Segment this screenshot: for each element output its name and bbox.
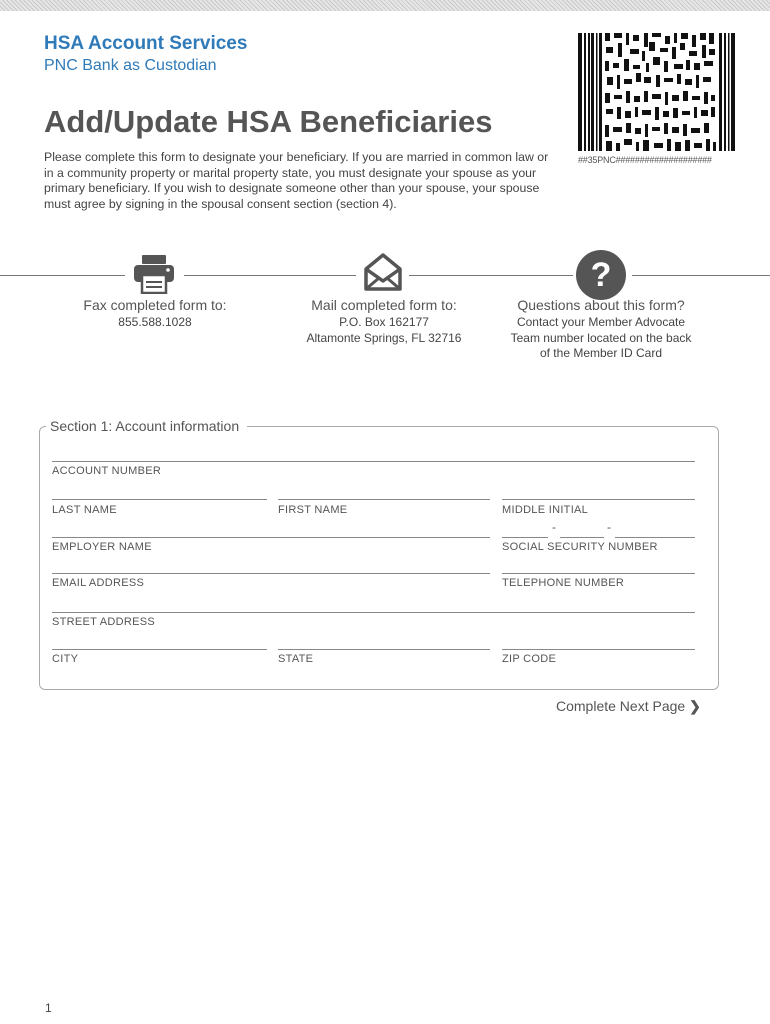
- page-title: Add/Update HSA Beneficiaries: [44, 104, 493, 139]
- divider-line: [0, 275, 125, 276]
- telephone-field[interactable]: [502, 573, 695, 574]
- street-address-label: STREET ADDRESS: [52, 616, 156, 628]
- questions-line-2: Team number located on the back: [510, 330, 692, 345]
- city-field[interactable]: [52, 649, 267, 650]
- envelope-icon: [362, 251, 404, 293]
- chevron-right-icon: ❯: [689, 698, 701, 714]
- zip-field[interactable]: [502, 649, 695, 650]
- divider-line: [184, 275, 356, 276]
- fax-heading: Fax completed form to:: [83, 297, 227, 313]
- first-name-label: FIRST NAME: [278, 504, 348, 516]
- section-1-title: Section 1: Account information: [46, 418, 247, 434]
- questions-line-1: Contact your Member Advocate: [516, 315, 686, 329]
- first-name-field[interactable]: [278, 499, 490, 500]
- complete-next-page: [556, 698, 701, 715]
- questions-line-3: of the Member ID Card: [539, 346, 663, 360]
- middle-initial-field[interactable]: [502, 499, 695, 500]
- barcode-text: ##35PNC####################: [578, 155, 712, 165]
- email-label: EMAIL ADDRESS: [52, 577, 145, 589]
- ssn-separator: -: [552, 520, 556, 534]
- ssn-label: SOCIAL SECURITY NUMBER: [502, 541, 658, 553]
- top-border-strip: [0, 0, 770, 11]
- barcode: [578, 33, 735, 151]
- intro-paragraph: Please complete this form to designate your beneficiary. If you are married in common law or in a community property or marital property state, you must designate your spouse as your primary beneficiary. If you wish to designate someone other than your spouse, your spouse must agree by signing in the spousal consent section (section 4).: [44, 150, 549, 211]
- street-address-field[interactable]: [52, 612, 695, 613]
- state-label: STATE: [278, 653, 314, 665]
- zip-label: ZIP CODE: [502, 653, 557, 665]
- mail-heading: Mail completed form to:: [311, 297, 457, 313]
- last-name-label: LAST NAME: [52, 504, 117, 516]
- email-field[interactable]: [52, 573, 490, 574]
- divider-line: [409, 275, 573, 276]
- fax-info: [65, 297, 245, 331]
- employer-name-field[interactable]: [52, 537, 490, 538]
- account-number-label: ACCOUNT NUMBER: [52, 465, 162, 477]
- mail-city: Altamonte Springs, FL 32716: [306, 330, 462, 345]
- middle-initial-label: MIDDLE INITIAL: [502, 504, 589, 516]
- city-label: CITY: [52, 653, 79, 665]
- complete-next-page-label: Complete Next Page: [556, 698, 686, 714]
- org-name: HSA Account Services: [44, 33, 248, 54]
- questions-heading: Questions about this form?: [517, 297, 685, 313]
- question-icon: ?: [576, 250, 626, 300]
- ssn-field-part-1[interactable]: [502, 537, 548, 538]
- last-name-field[interactable]: [52, 499, 267, 500]
- ssn-separator: -: [607, 520, 611, 534]
- mail-info: [284, 297, 484, 346]
- telephone-label: TELEPHONE NUMBER: [502, 577, 625, 589]
- page-number: 1: [45, 1001, 52, 1015]
- printer-icon: [131, 254, 177, 294]
- questions-info: [491, 297, 711, 362]
- employer-name-label: EMPLOYER NAME: [52, 541, 152, 553]
- fax-number: 855.588.1028: [118, 315, 192, 329]
- ssn-field-part-2[interactable]: [560, 537, 604, 538]
- divider-line: [632, 275, 770, 276]
- state-field[interactable]: [278, 649, 490, 650]
- custodian-name: PNC Bank as Custodian: [44, 57, 217, 74]
- account-number-field[interactable]: [52, 461, 695, 462]
- ssn-field-part-3[interactable]: [615, 537, 695, 538]
- mail-po-box: P.O. Box 162177: [339, 315, 429, 329]
